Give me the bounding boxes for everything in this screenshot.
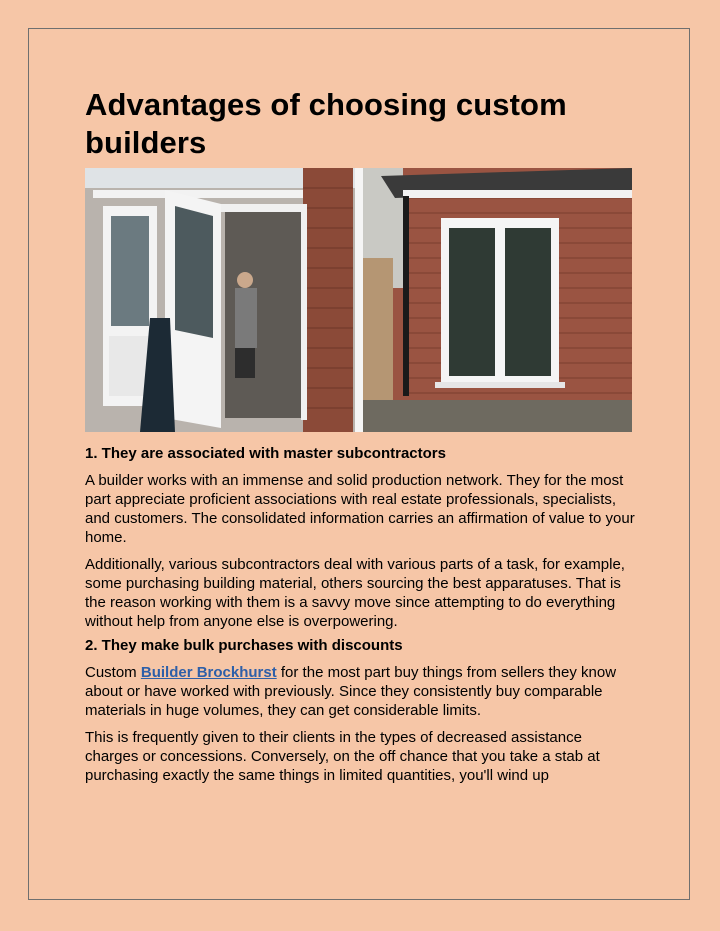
builder-brockhurst-link[interactable]: Builder Brockhurst — [140, 664, 277, 681]
section-2-text-after-link: for the most part buy things from sellers they know about or have worked with previously. Since they consistently buy comparable materials in huge volumes, they can get considerable limits. — [85, 664, 617, 719]
section-2-heading: 2. They make bulk purchases with discounts — [85, 637, 403, 654]
section-1-paragraph-1: A builder works with an immense and solid production network. They for the most part appreciate proficient associations with real estate professionals, specialists, and customers. The consolidated information carries an affirmation of value to your home. — [85, 472, 635, 546]
page-title: Advantages of choosing custom builders — [85, 87, 567, 160]
section-2-paragraph-1 — [85, 663, 635, 720]
section-2-paragraph-2: This is frequently given to their clients in the types of decreased assistance charges or concessions. Conversely, on the off chance that you take a stab at purchasing exactly the same things in limited quantities, you'll wind up — [85, 729, 600, 784]
section-1-heading: 1. They are associated with master subcontractors — [85, 445, 446, 462]
section-2-text-before-link: Custom — [85, 664, 141, 681]
section-1-paragraph-2: Additionally, various subcontractors deal with various parts of a task, for example, some purchasing building material, others sourcing the best apparatuses. That is the reason working with them is a savvy move since attempting to do everything without help from anyone else is overpowering. — [85, 556, 625, 630]
before-after-photo — [85, 168, 632, 432]
document-body — [85, 86, 635, 785]
